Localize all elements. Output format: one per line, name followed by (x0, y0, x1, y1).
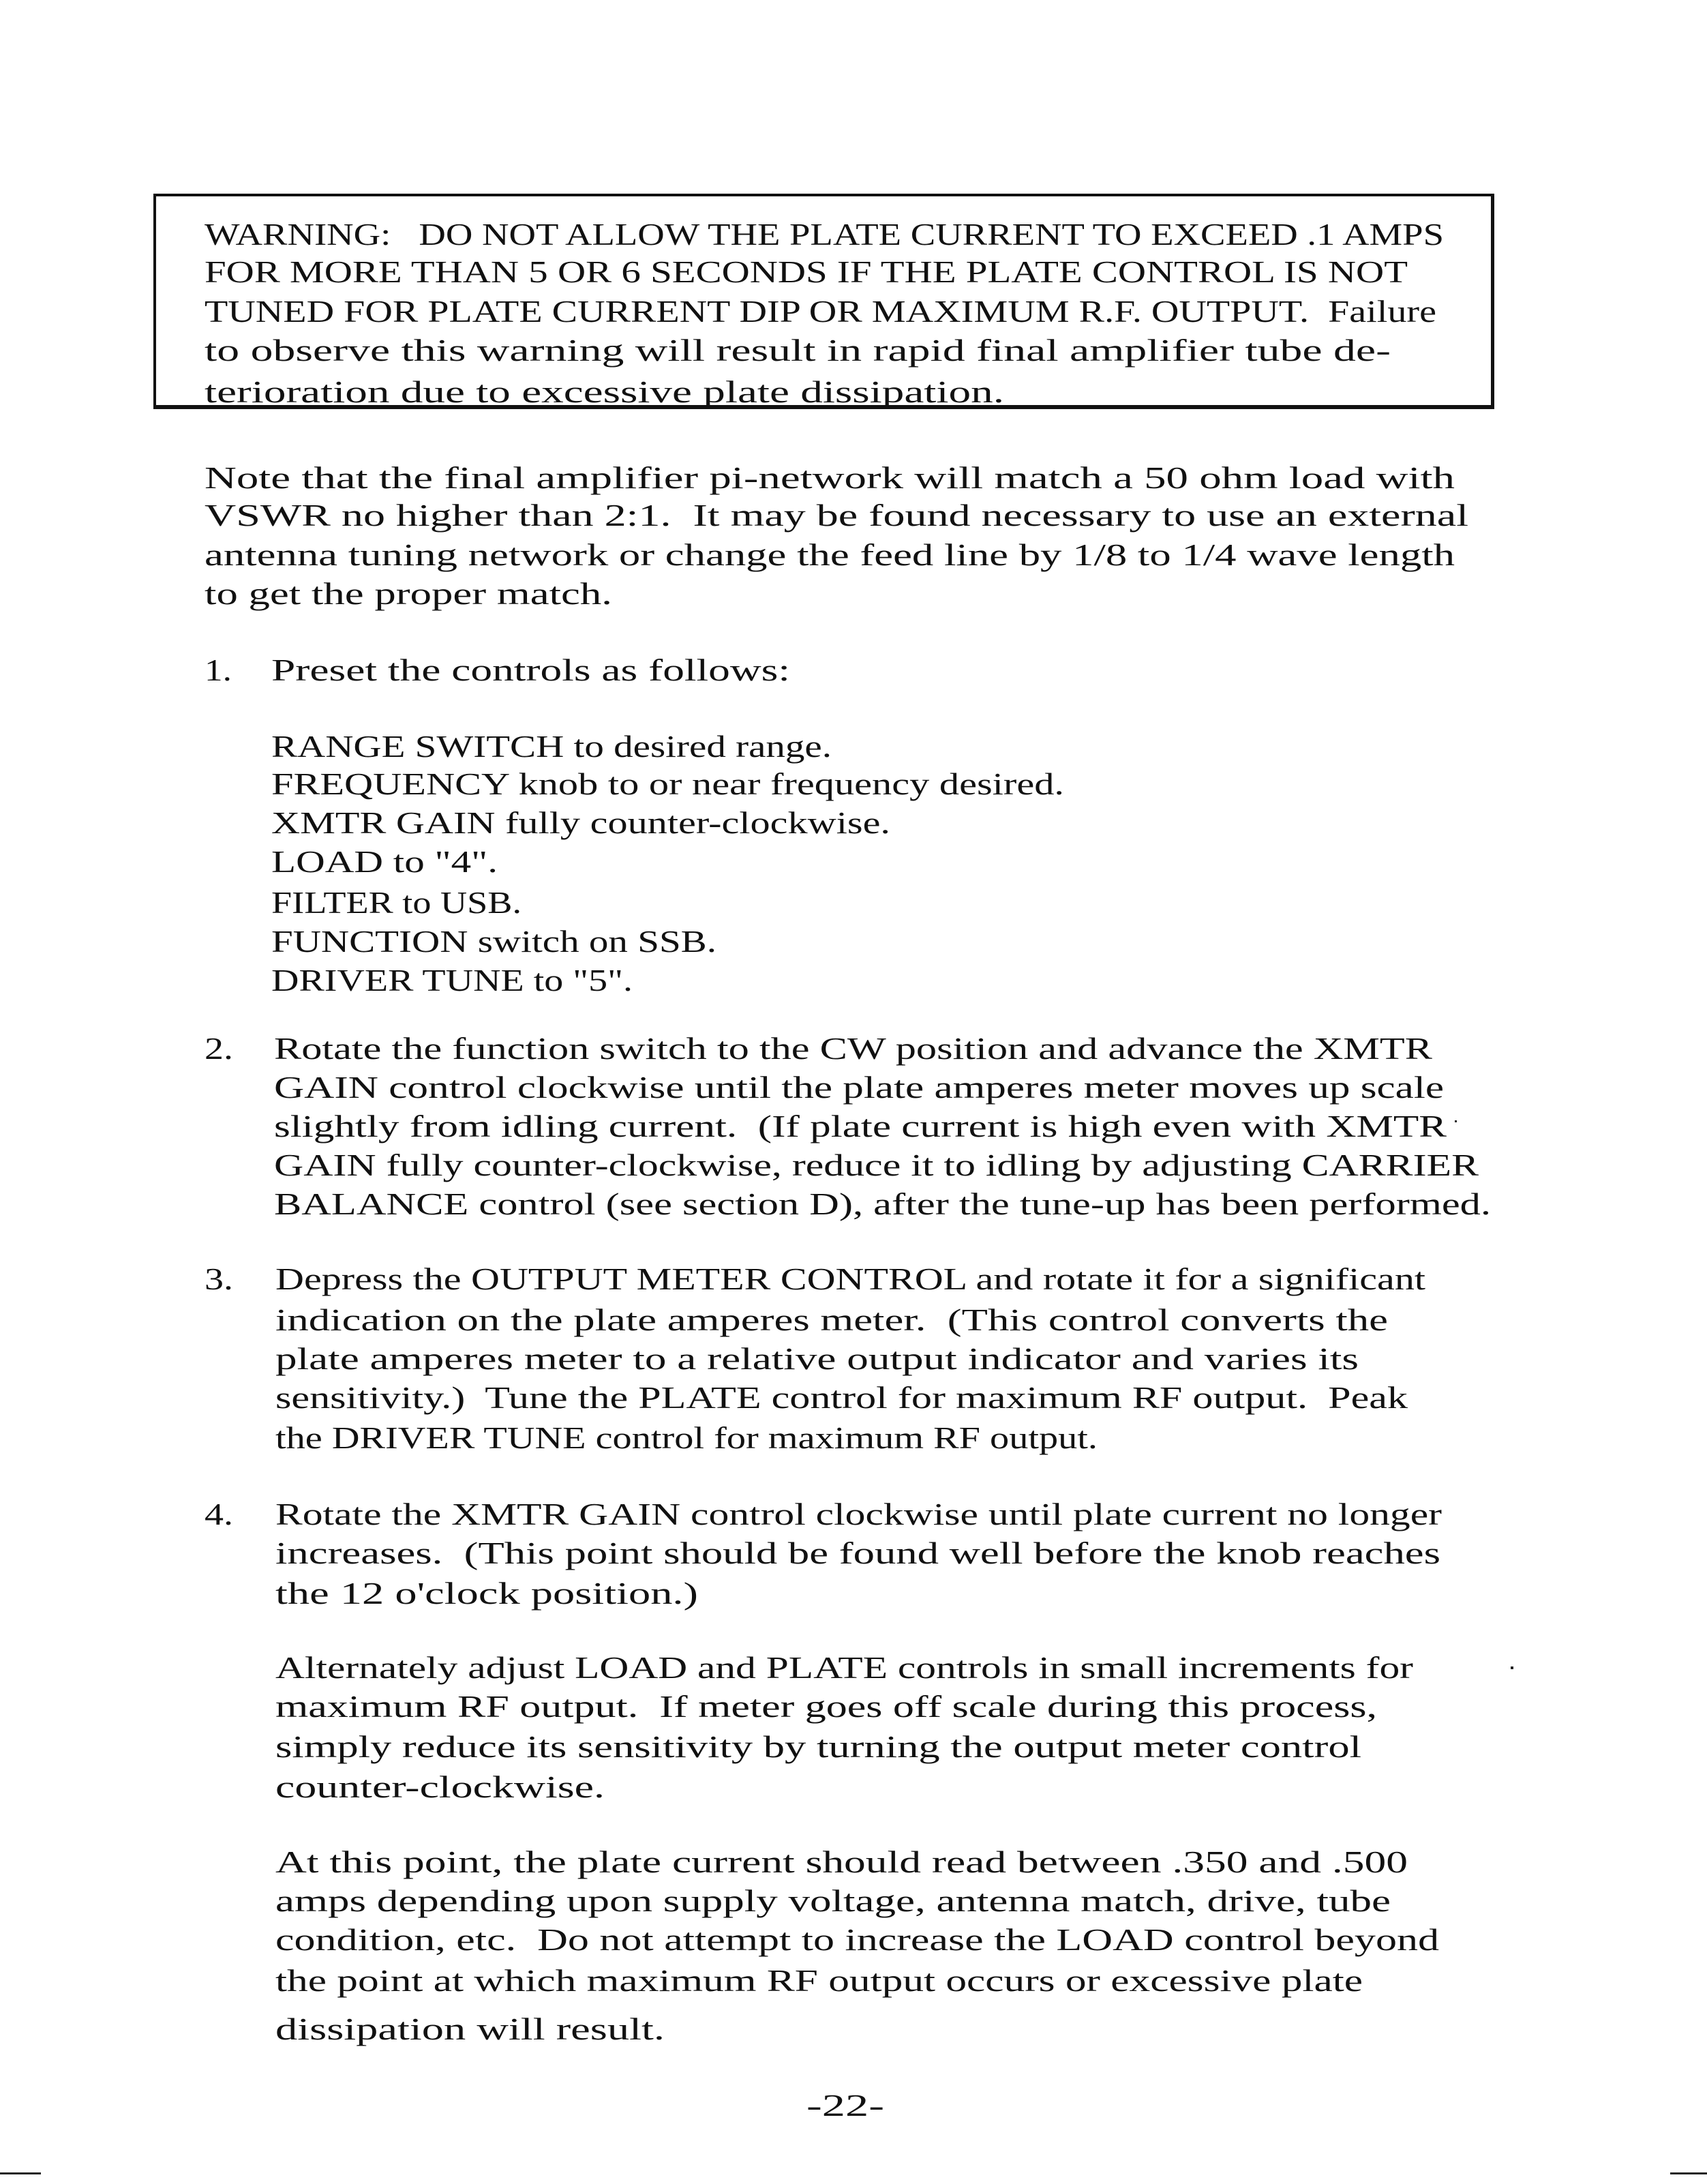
step-line: GAIN fully counter-clockwise, reduce it to idling by adjusting CARRIER (274, 1148, 1479, 1182)
note-line: to get the proper match. (205, 576, 612, 611)
warning-line: to observe this warning will result in rapid final amplifier tube de- (205, 333, 1391, 368)
scan-mark (1670, 2172, 1707, 2174)
step-line: Rotate the XMTR GAIN control clockwise until plate current no longer (275, 1497, 1442, 1531)
scan-dot (1511, 1666, 1513, 1669)
scan-dot (1455, 1120, 1457, 1122)
step-line: Depress the OUTPUT METER CONTROL and rotate it for a significant (275, 1261, 1425, 1296)
preset-line: FUNCTION switch on SSB. (271, 924, 716, 959)
paragraph-line: At this point, the plate current should read between .350 and .500 (275, 1844, 1408, 1879)
warning-line: terioration due to excessive plate dissipation. (205, 374, 1004, 409)
paragraph-line: simply reduce its sensitivity by turning the output meter control (275, 1729, 1361, 1764)
paragraph-line: condition, etc. Do not attempt to increase the LOAD control beyond (275, 1922, 1439, 1957)
step-line: plate amperes meter to a relative output indicator and varies its (275, 1341, 1359, 1376)
paragraph-line: amps depending upon supply voltage, antenna match, drive, tube (275, 1883, 1391, 1918)
step-number: 3. (205, 1261, 233, 1296)
paragraph-line: Alternately adjust LOAD and PLATE controls in small increments for (275, 1650, 1413, 1685)
preset-line: LOAD to "4". (271, 844, 498, 879)
paragraph-line: maximum RF output. If meter goes off scale during this process, (275, 1689, 1377, 1724)
step-line: slightly from idling current. (If plate current is high even with XMTR (274, 1109, 1447, 1143)
preset-line: FILTER to USB. (271, 885, 522, 920)
step-line: the DRIVER TUNE control for maximum RF output. (275, 1420, 1098, 1455)
preset-line: DRIVER TUNE to "5". (271, 963, 633, 998)
page-number: -22- (806, 2088, 884, 2123)
preset-line: XMTR GAIN fully counter-clockwise. (271, 805, 890, 840)
step-number: 4. (205, 1497, 233, 1531)
step-line: GAIN control clockwise until the plate amperes meter moves up scale (274, 1070, 1444, 1105)
step-line: BALANCE control (see section D), after the tune-up has been performed. (274, 1186, 1491, 1221)
paragraph-line: counter-clockwise. (275, 1769, 605, 1804)
step-line: increases. (This point should be found well before the knob reaches (275, 1536, 1440, 1570)
paragraph-line: the point at which maximum RF output occurs or excessive plate (275, 1963, 1363, 1998)
warning-line: WARNING: DO NOT ALLOW THE PLATE CURRENT TO EXCEED .1 AMPS (205, 217, 1444, 252)
preset-line: RANGE SWITCH to desired range. (271, 729, 832, 764)
step-line: Rotate the function switch to the CW position and advance the XMTR (274, 1031, 1432, 1066)
note-line: VSWR no higher than 2:1. It may be found necessary to use an external (205, 498, 1468, 533)
step-number: 1. (205, 653, 232, 687)
step-line: indication on the plate amperes meter. (This control converts the (275, 1302, 1388, 1337)
step-line: sensitivity.) Tune the PLATE control for maximum RF output. Peak (275, 1380, 1408, 1415)
step-number: 2. (205, 1031, 233, 1066)
paragraph-line: dissipation will result. (275, 2011, 665, 2046)
warning-line: TUNED FOR PLATE CURRENT DIP OR MAXIMUM R.F. OUTPUT. Failure (205, 294, 1436, 329)
scan-mark (0, 2172, 41, 2174)
preset-line: FREQUENCY knob to or near frequency desired. (271, 766, 1064, 801)
step-line: the 12 o'clock position.) (275, 1576, 698, 1611)
note-line: antenna tuning network or change the feed line by 1/8 to 1/4 wave length (205, 537, 1455, 572)
step-line: Preset the controls as follows: (271, 653, 790, 687)
note-line: Note that the final amplifier pi-network will match a 50 ohm load with (205, 460, 1455, 495)
warning-line: FOR MORE THAN 5 OR 6 SECONDS IF THE PLATE CONTROL IS NOT (205, 254, 1408, 289)
